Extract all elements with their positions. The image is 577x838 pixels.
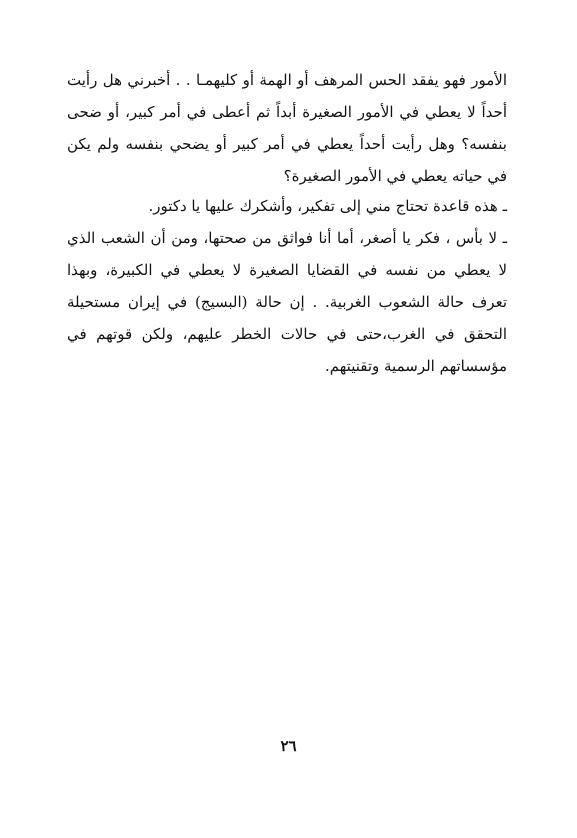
paragraph-1: الأمور فهو يفقد الحس المرهف أو الهمة أو كليهمـا . . أخبرني هل رأيت أحداً لا يعطي في الأمور الصغيرة أبداً ثم أعطى في أمر كبير، أو ضحى بنفسه؟ وهل رأيت أحداً يعطي في أمر كبير أو يضحي بنفسه ولم يكن في حياته يعطي في الأمور الصغيرة؟ [67, 71, 507, 185]
paragraph-3: ـ لا بأس ، فكر يا أصغر، أما أنا فواثق من صحتها، ومن أن الشعب الذي لا يعطي من نفسه في القضايا الصغيرة لا يعطي في الكبيرة، وبهذا تعرف حالة الشعوب الغربية. . إن حالة (البسيج) في إيران مستحيلة التحقق في الغرب،حتى في حالات الخطر عليهم، ولكن قوتهم في مؤسساتهم الرسمية وتقنيتهم. [67, 229, 507, 375]
paragraph-2: ـ هذه قاعدة تحتاج مني إلى تفكير، وأشكرك عليها يا دكتور. [148, 197, 507, 215]
page-number: ٢٦ [280, 737, 297, 755]
